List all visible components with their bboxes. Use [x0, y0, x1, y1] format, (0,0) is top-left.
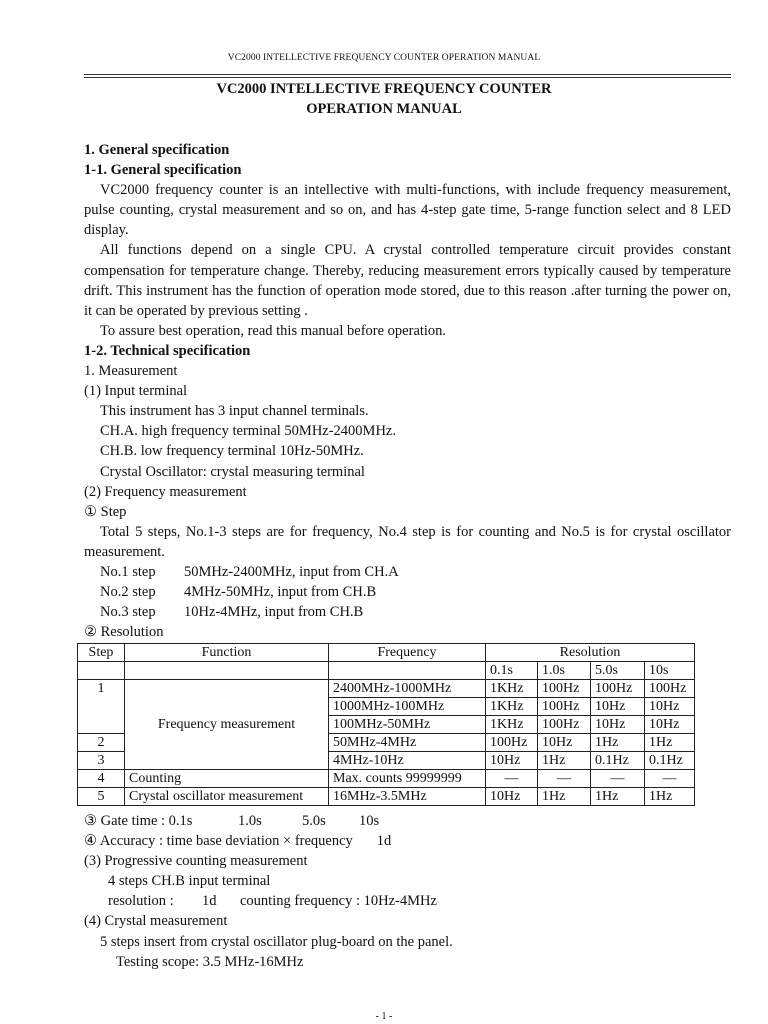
frequency-cell: 50MHz-4MHz	[329, 734, 486, 752]
resolution-cell: 10Hz	[486, 752, 538, 770]
paragraph-cpu: All functions depend on a single CPU. A crystal controlled temperature circuit provides constant compensation for temperature change. Thereby, reducing measurement errors typically caused by temperature drift. This instrument has the function of operation mode stored, due to this reason .after turning the power on, it can be operated by previous setting .	[84, 242, 731, 319]
resolution-label: resolution :	[108, 893, 174, 910]
body-text-continued	[84, 811, 731, 972]
progressive-counting-line	[84, 891, 731, 911]
input-terminal-heading: (1) Input terminal	[84, 383, 188, 400]
table-header-row	[78, 644, 695, 662]
accuracy-text: ④ Accuracy : time base deviation × frequency	[84, 833, 353, 850]
resolution-cell: —	[591, 770, 645, 788]
frequency-cell: 100MHz-50MHz	[329, 716, 486, 734]
frequency-cell: 2400MHz-1000MHz	[329, 680, 486, 698]
step-cell: 2	[78, 734, 125, 752]
resolution-cell: —	[645, 770, 695, 788]
resolution-cell: 1KHz	[486, 680, 538, 698]
gate-cell: 1.0s	[538, 662, 591, 680]
frequency-cell: Max. counts 99999999	[329, 770, 486, 788]
counting-frequency: counting frequency : 10Hz-4MHz	[240, 893, 437, 910]
resolution-cell: 100Hz	[645, 680, 695, 698]
resolution-cell: —	[538, 770, 591, 788]
resolution-cell: 1KHz	[486, 716, 538, 734]
step-cell: 3	[78, 752, 125, 770]
step-key: No.2 step	[100, 584, 156, 601]
table-row	[78, 680, 695, 698]
resolution-cell: 0.1Hz	[591, 752, 645, 770]
header-frequency: Frequency	[329, 644, 486, 662]
step-line	[84, 602, 731, 622]
input-terminal-line: This instrument has 3 input channel terminals.	[100, 403, 369, 420]
resolution-cell: 10Hz	[538, 734, 591, 752]
gate-cell: 10s	[645, 662, 695, 680]
progressive-counting-line: 4 steps CH.B input terminal	[108, 873, 271, 890]
resolution-cell: 1Hz	[538, 788, 591, 806]
resolution-cell: 100Hz	[591, 680, 645, 698]
frequency-cell: 1000MHz-100MHz	[329, 698, 486, 716]
header-rule-bottom	[84, 77, 731, 78]
step-line	[84, 562, 731, 582]
header-rule-top	[84, 74, 731, 75]
crystal-measurement-line: Testing scope: 3.5 MHz-16MHz	[116, 953, 304, 970]
resolution-cell: 1Hz	[645, 788, 695, 806]
gate-time-value: 10s	[359, 813, 380, 829]
paragraph-read-manual: To assure best operation, read this manual before operation.	[100, 322, 447, 339]
resolution-cell: 10Hz	[645, 698, 695, 716]
resolution-heading: ② Resolution	[84, 624, 164, 641]
crystal-measurement-heading: (4) Crystal measurement	[84, 913, 228, 930]
table-cell	[329, 662, 486, 680]
document-title-line-1: VC2000 INTELLECTIVE FREQUENCY COUNTER	[216, 81, 552, 97]
resolution-cell: 1Hz	[591, 788, 645, 806]
table-gate-row	[78, 662, 695, 680]
resolution-cell: 1Hz	[645, 734, 695, 752]
resolution-digit: 1d	[202, 893, 217, 910]
gate-cell: 0.1s	[486, 662, 538, 680]
gate-cell: 5.0s	[591, 662, 645, 680]
resolution-cell: 100Hz	[538, 716, 591, 734]
gate-time-value: 5.0s	[302, 813, 326, 829]
resolution-cell: 1KHz	[486, 698, 538, 716]
table-row	[78, 788, 695, 806]
progressive-counting-heading: (3) Progressive counting measurement	[84, 853, 308, 870]
resolution-cell: 100Hz	[538, 698, 591, 716]
resolution-cell: 0.1Hz	[645, 752, 695, 770]
resolution-cell: 10Hz	[645, 716, 695, 734]
subsection-heading-technical: 1-2. Technical specification	[84, 342, 251, 359]
section-heading-general: 1. General specification	[84, 142, 230, 158]
step-cell: 5	[78, 788, 125, 806]
step-key: No.1 step	[100, 563, 156, 580]
function-cell: Frequency measurement	[125, 680, 329, 770]
step-paragraph: Total 5 steps, No.1-3 steps are for frequency, No.4 step is for counting and No.5 is for crystal oscillator measurement.	[84, 523, 731, 560]
step-value: 4MHz-50MHz, input from CH.B	[184, 584, 377, 601]
resolution-cell: 100Hz	[538, 680, 591, 698]
measurement-heading: 1. Measurement	[84, 363, 178, 380]
resolution-cell: 100Hz	[486, 734, 538, 752]
gate-time-label: ③ Gate time : 0.1s	[84, 813, 193, 829]
frequency-cell: 16MHz-3.5MHz	[329, 788, 486, 806]
resolution-table	[77, 643, 695, 806]
frequency-cell: 4MHz-10Hz	[329, 752, 486, 770]
gate-time-line	[84, 811, 731, 831]
header-resolution: Resolution	[486, 644, 695, 662]
accuracy-line	[84, 831, 731, 851]
step-line	[84, 582, 731, 602]
resolution-cell: 10Hz	[591, 716, 645, 734]
body-text	[84, 140, 731, 642]
paragraph-intro: VC2000 frequency counter is an intellective with multi-functions, with include frequency measurement, pulse counting, crystal measurement and so on, and has 4-step gate time, 5-range function select and 8 LED display.	[84, 182, 731, 239]
running-header: VC2000 INTELLECTIVE FREQUENCY COUNTER OPERATION MANUAL	[227, 53, 541, 63]
input-terminal-line: CH.B. low frequency terminal 10Hz-50MHz.	[100, 443, 364, 460]
frequency-measurement-heading: (2) Frequency measurement	[84, 483, 247, 500]
page-number: - 1 -	[375, 1011, 393, 1022]
header-function: Function	[125, 644, 329, 662]
subsection-heading-general: 1-1. General specification	[84, 162, 242, 179]
table-cell	[78, 662, 125, 680]
input-terminal-line: Crystal Oscillator: crystal measuring terminal	[100, 463, 365, 480]
resolution-cell: 10Hz	[486, 788, 538, 806]
crystal-measurement-line: 5 steps insert from crystal oscillator plug-board on the panel.	[100, 933, 453, 950]
resolution-cell: —	[486, 770, 538, 788]
gate-time-value: 1.0s	[238, 813, 262, 829]
resolution-cell: 10Hz	[591, 698, 645, 716]
accuracy-digit: 1d	[376, 833, 392, 850]
document-title-line-2: OPERATION MANUAL	[306, 101, 462, 117]
function-cell: Counting	[125, 770, 329, 788]
input-terminal-line: CH.A. high frequency terminal 50MHz-2400MHz.	[100, 423, 396, 440]
step-value: 50MHz-2400MHz, input from CH.A	[184, 563, 399, 580]
resolution-cell: 1Hz	[538, 752, 591, 770]
function-cell: Crystal oscillator measurement	[125, 788, 329, 806]
header-step: Step	[78, 644, 125, 662]
table-row	[78, 770, 695, 788]
step-value: 10Hz-4MHz, input from CH.B	[184, 604, 364, 621]
step-key: No.3 step	[100, 604, 156, 621]
step-cell: 4	[78, 770, 125, 788]
step-cell: 1	[78, 680, 125, 734]
step-heading: ① Step	[84, 503, 127, 520]
table-cell	[125, 662, 329, 680]
resolution-cell: 1Hz	[591, 734, 645, 752]
